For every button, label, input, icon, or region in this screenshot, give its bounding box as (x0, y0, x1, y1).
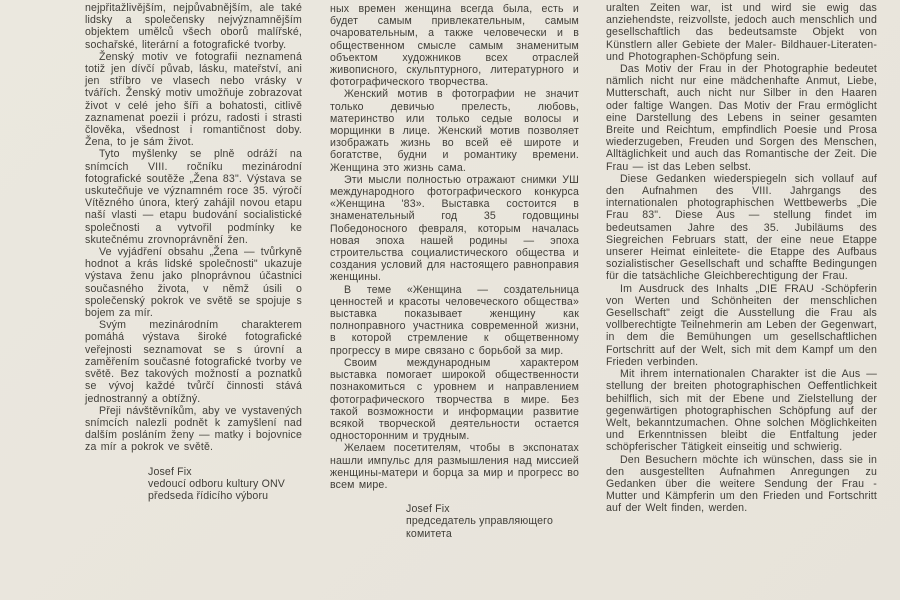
paragraph: Ženský motiv ve fotografii neznamená totiž jen dívčí půvab, lásku, mateřství, ani jen stříbro ve vlasech nebo vrásky v tvářích. Ženský motiv umožňuje zobrazovat život v celé jeho šíři a bohatosti, citlivě zaznamenat poezii i prózu, radosti i strasti člověka, všednost i romantičnost doby. Žena, to je sám život. (85, 50, 302, 149)
signature-role: председатель управляющего (406, 515, 554, 528)
signature-name: Josef Fix (148, 465, 192, 478)
paragraph: Эти мысли полностью отражают снимки УШ международного фотографического конкурса «Женщина '83». Выставка состоится в знаменательный год 35 годовщины Победоносного февраля, которым началась новая эпоха нашей родины — эпоха строительства социалистического общества и создания условий для настоящего равноправия женщины. (330, 173, 579, 284)
paragraph: Ve vyjádření obsahu „Žena — tvůrkyně hodnot a krás lidské společnosti" ukazuje výstava ženu jako plnoprávnou účastnici současného života, v němž úsili o společenský pokrok ve světě se spojuje s bojem za mír. (85, 246, 302, 320)
paragraph: Přeji návštěvníkům, aby ve vystavených snímcích nalezli podnět k zamyšlení nad dalším posláním ženy — matky i bojovnice za mír a pokrok ve světě. (85, 404, 302, 454)
signature-block-russian (330, 503, 579, 540)
paragraph: ных времен женщина всегда была, есть и будет самым привлекательным, самым очаровательным, а также человечески и в общественном смысле самым знаменитым объектом художников всех отраслей живописного, скульптурного, литературного и фотографического творчества. (330, 3, 579, 89)
column-czech (85, 2, 302, 502)
paragraph: Das Motiv der Frau in der Photographie bedeutet nämlich nicht nur eine mädchenhafte Anmut, Liebe, Mutterschaft, auch nicht nur Silber in den Haaren oder faltige Wangen. Das Motiv der Frau ermöglicht eine Darstellung des Lebens in seiner gesamten Breite und Reichtum, empfindlich Poesie und Prosa wiederzugeben, Freuden und Sorgen des Menschen, Alltäglichkeit und auch das Romantische der Zeit. Die Frau — ist das Leben selbst. (606, 63, 877, 173)
paragraph: Tyto myšlenky se plně odráží na snímcích VIII. ročníku mezinárodní fotografické soutěže „Žena 83". Výstava se uskutečňuje ve významném roce 35. výročí Vítězného února, který zahájil novou etapu naší vlasti — etapu budování socialistické společnosti a vytvořil podmínky ke skutečnému zrovnoprávnění žen. (85, 148, 302, 246)
paragraph: Желаем посетителям, чтобы в экспонатах нашли импульс для размышления над миссией женщины-матери и борца за мир и прогресс во всем мире. (330, 442, 579, 491)
signature-role: předseda řídicího výboru (148, 489, 269, 502)
column-russian (330, 3, 579, 540)
paragraph: Своим международным характером выставка помогает широкой общественности познакомиться с уровнем и направлением фотографического творчества в мире. Без такой возможности и информации развитие всякой творческой деятельности остается односторонним и трудным. (330, 356, 579, 443)
paragraph: uralten Zeiten war, ist und wird sie ewig das anziehendste, reizvollste, jedoch auch menschlich und gesellschaftlich das bedeutsamste Objekt von Künstlern aller Gebiete der Maler- Bildhauer-Literaten- und Photographen-Schöpfung sein. (606, 2, 877, 63)
paragraph: Mit ihrem internationalen Charakter ist die Aus — stellung der breiten photographischen Oeffentlichkeit behilflich, sich mit der Ebene und Zielstellung der gegenwärtigen photographischen Schöpfung auf der Welt, bekanntzumachen. Ohne solchen Möglichkeiten und Erkenntnissen bleibt die Entfaltung jeder schöpferischer Tätigkeit einseitig und schwierig. (606, 368, 877, 454)
paragraph: Diese Gedanken wiederspiegeln sich vollauf auf den Aufnahmen des VIII. Jahrgangs des internationalen photographischen Wettbewerbs „Die Frau 83". Diese Aus — stellung findet im bedeutsamen Jahre des 35. Jubiläums des Siegreichen Februars statt, der eine neue Etappe unserer Heimat einleitete- die Etappe des Aufbaus sozialistischer Gesellschaft und schaffte Bedingungen für die tatsächliche Gleichberechtigung der Frau. (606, 172, 877, 283)
paragraph: Svým mezinárodním charakterem pomáhá výstava široké fotografické veřejnosti seznamovat se s úrovní a zaměřením současné fotografické tvorby ve světě. Bez takových možností a poznatků se vývoj každé tvůrčí činnosti stává jednostranný a obtížný. (85, 319, 302, 405)
signature-role: vedoucí odboru kultury ONV (148, 477, 285, 490)
signature-name: Josef Fix (406, 503, 450, 516)
paragraph: В теме «Женщина — создательница ценностей и красоты человеческого общества» выставка показывает женщину как полноправного участника современной жизни, в которой стремление к общетвенному прогрессу в мире связано с борьбой за мир. (330, 283, 579, 357)
paragraph: nejpřitažlivějším, nejpůvabnějším, ale také lidsky a společensky nejvýznamnějším objektem umělců všech oborů malířské, sochařské, literární a fotografické tvorby. (85, 2, 302, 51)
signature-block-czech (85, 466, 302, 503)
column-german (606, 2, 877, 515)
paragraph: Im Ausdruck des Inhalts „DIE FRAU -Schöpferin von Werten und Schönheiten der menschlichen Gesellschaft" zeigt die Ausstellung die Frau als vollberechtigte Teilnehmerin am Leben der Gegenwart, in dem die Bemühungen um gesellschaftlichen Fortschritt auf der Welt, sich mit dem Kampf um den Frieden verbinden. (606, 282, 877, 368)
paragraph: Den Besuchern möchte ich wünschen, dass sie in den ausgestellten Aufnahmen Anregungen zu Gedanken über die weitere Sendung der Frau - Mutter und Kämpferin um den Frieden und Fortschritt auf der Welt finden, werden. (606, 453, 877, 515)
signature-role: комитета (406, 527, 452, 540)
paragraph: Женский мотив в фотографии не значит только девичью прелесть, любовь, материнство или только седые волосы и морщинки в лице. Женский мотив позволяет изображать жизнь во всей её широте и богатстве, будни и романтику времени. Женщина это жизнь сама. (330, 88, 579, 174)
